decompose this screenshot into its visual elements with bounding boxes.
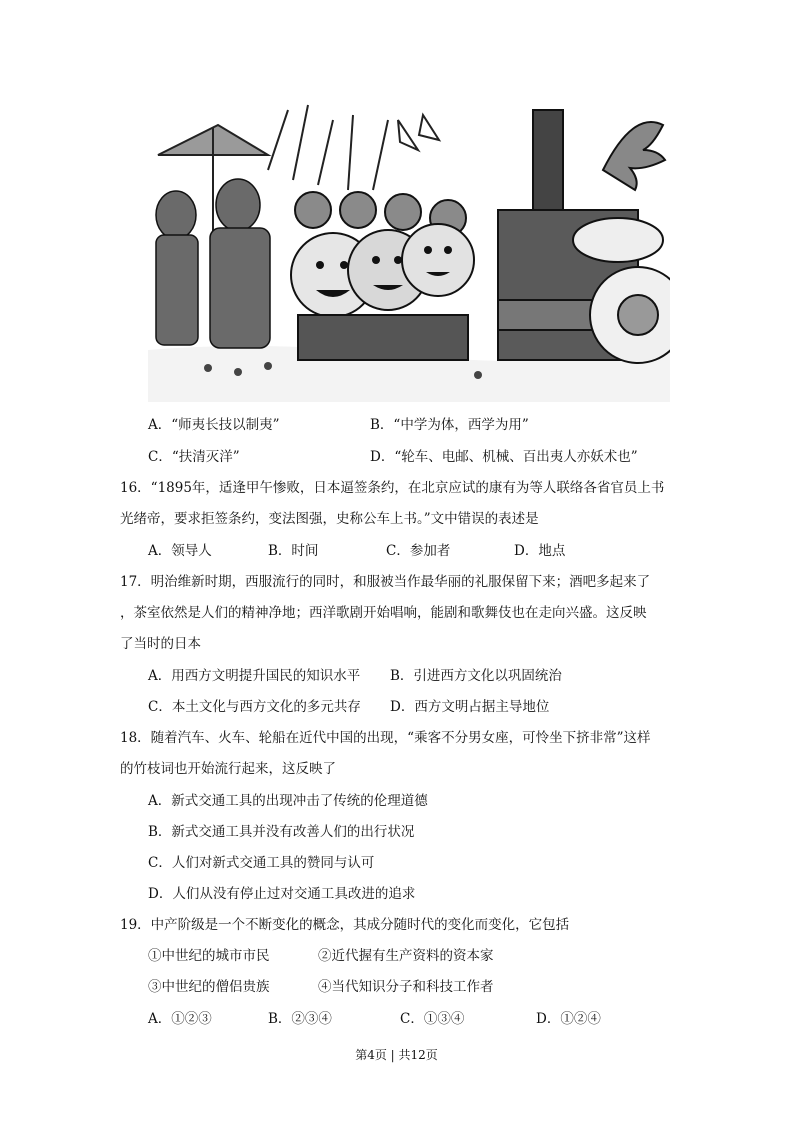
q16-option-c — [386, 542, 450, 560]
option-key: C． — [386, 543, 410, 559]
q16-stem-line-1: 16．“1895年，适逢甲午惨败，日本逼签条约，在北京应试的康有为等人联络各省官员上书 — [120, 480, 665, 496]
q17-stem-line-2: ，茶室依然是人们的精神净地；西洋歌剧开始唱响，能剧和歌舞伎也在走向兴盛。这反映 — [120, 605, 647, 621]
q16-option-a — [148, 542, 212, 560]
q15-option-c — [148, 448, 240, 466]
q17-option-b — [390, 667, 562, 685]
q15-option-b — [370, 416, 529, 434]
option-key: B． — [390, 668, 414, 684]
option-key: B． — [370, 417, 394, 433]
q17-option-a — [148, 667, 360, 685]
option-key: C． — [148, 449, 172, 465]
option-text: 西方文明占据主导地位 — [414, 699, 550, 715]
q15-option-d — [370, 448, 638, 466]
option-key: B． — [268, 1011, 292, 1027]
option-key: B． — [268, 543, 292, 559]
option-text: 地点 — [538, 543, 566, 559]
q15-option-a — [148, 416, 280, 434]
option-text: “轮车、电邮、机械、百出夷人亦妖术也” — [394, 449, 638, 465]
q19-item-3: ③中世纪的僧侣贵族 — [148, 979, 270, 995]
q16-option-d — [514, 542, 565, 560]
q16-stem-line-2: 光绪帝，要求拒签条约，变法图强，史称公车上书。”文中错误的表述是 — [120, 511, 539, 527]
q18-option-a — [148, 792, 428, 810]
q19-item-1: ①中世纪的城市市民 — [148, 948, 270, 964]
option-key: C． — [148, 699, 172, 715]
option-text: 领导人 — [171, 543, 212, 559]
q17-stem-line-3: 了当时的日本 — [120, 636, 201, 652]
option-text: ①③④ — [423, 1011, 465, 1027]
option-text: “中学为体，西学为用” — [393, 417, 529, 433]
option-text: 人们对新式交通工具的赞同与认可 — [171, 855, 375, 871]
option-text: ②③④ — [291, 1011, 332, 1027]
option-key: D． — [370, 449, 395, 465]
option-text: ①②④ — [560, 1011, 601, 1027]
option-key: A． — [148, 543, 172, 559]
option-key: B． — [148, 824, 172, 840]
option-key: D． — [390, 699, 415, 715]
option-key: A． — [148, 1011, 172, 1027]
option-text: 新式交通工具的出现冲击了传统的伦理道德 — [171, 793, 428, 809]
q18-option-c — [148, 854, 374, 872]
q16-option-b — [268, 542, 318, 560]
q18-option-b — [148, 823, 414, 841]
option-text: 参加者 — [409, 543, 451, 559]
q18-stem-line-1: 18．随着汽车、火车、轮船在近代中国的出现，“乘客不分男女座，可怜坐下挤非常”这样 — [120, 730, 651, 746]
option-text: 时间 — [291, 543, 319, 559]
option-key: A． — [148, 793, 172, 809]
option-key: D． — [536, 1011, 561, 1027]
q19-option-c — [400, 1010, 464, 1028]
page-footer: 第4页 | 共12页 — [355, 1048, 438, 1062]
q19-item-2: ②近代握有生产资料的资本家 — [318, 948, 494, 964]
option-text: 人们从没有停止过对交通工具改进的追求 — [172, 886, 416, 902]
q17-option-d — [390, 698, 549, 716]
option-key: C． — [400, 1011, 424, 1027]
q17-stem-line-1: 17．明治维新时期，西服流行的同时，和服被当作最华丽的礼服保留下来；酒吧多起来了 — [120, 574, 651, 590]
option-key: A． — [148, 417, 172, 433]
option-text: 新式交通工具并没有改善人们的出行状况 — [171, 824, 415, 840]
option-text: 本土文化与西方文化的多元共存 — [171, 699, 361, 715]
option-text: “师夷长技以制夷” — [171, 417, 280, 433]
option-key: D． — [148, 886, 173, 902]
q18-stem-line-2: 的竹枝词也开始流行起来，这反映了 — [120, 761, 336, 777]
q18-option-d — [148, 885, 415, 903]
q19-option-a — [148, 1010, 212, 1028]
q19-option-b — [268, 1010, 332, 1028]
q19-stem: 19．中产阶级是一个不断变化的概念，其成分随时代的变化而变化，它包括 — [120, 917, 570, 933]
option-text: 引进西方文化以巩固统治 — [413, 668, 562, 684]
option-text: “扶清灭洋” — [171, 449, 240, 465]
option-key: C． — [148, 855, 172, 871]
q19-item-4: ④当代知识分子和科技工作者 — [318, 979, 494, 995]
option-text: ①②③ — [171, 1011, 212, 1027]
option-key: A． — [148, 668, 172, 684]
q19-option-d — [536, 1010, 601, 1028]
option-key: D． — [514, 543, 539, 559]
option-text: 用西方文明提升国民的知识水平 — [171, 668, 361, 684]
q17-option-c — [148, 698, 361, 716]
cartoon-illustration — [148, 100, 670, 402]
